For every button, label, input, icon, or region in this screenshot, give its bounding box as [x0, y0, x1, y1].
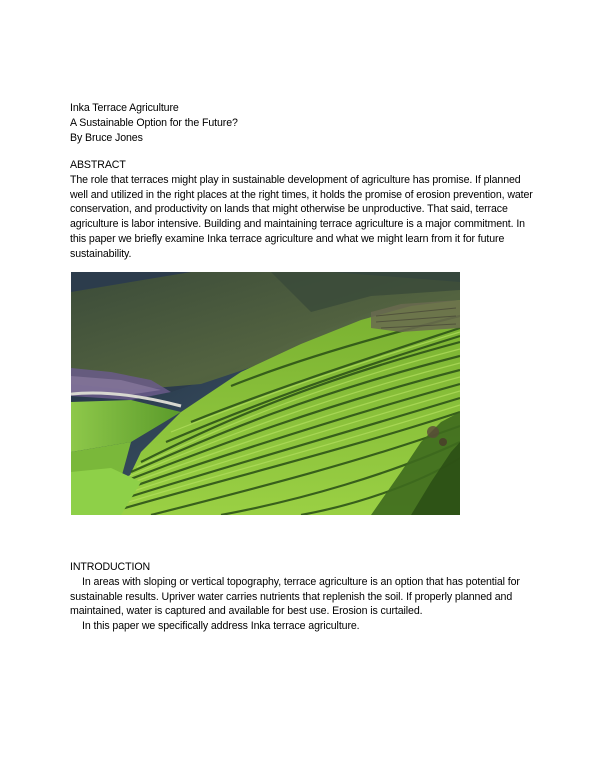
- document-byline: By Bruce Jones: [70, 131, 143, 144]
- introduction-paragraph-2: In this paper we specifically address Inka terrace agriculture.: [82, 620, 360, 633]
- terrace-photo-drawing: [71, 272, 460, 515]
- document-header: [70, 101, 540, 145]
- introduction-paragraph-1: In areas with sloping or vertical topography, terrace agriculture is an option that has potential for sustainable results. Upriver water carries nutrients that replenish the soil. If properly planned and maintained, water is captured and available for best use. Erosion is curtailed.: [70, 575, 520, 618]
- introduction-section: [70, 560, 540, 634]
- abstract-body: The role that terraces might play in sustainable development of agriculture has promise. If planned well and utilized in the right places at the right times, it holds the promise of erosion prevention, water conservation, and productivity on lands that might otherwise be unproductive. That said, terrace agriculture is labor intensive. Building and maintaining terrace agriculture is a major commitment. In this paper we briefly examine Inka terrace agriculture and what we might learn from it for future sustainability.: [70, 173, 533, 260]
- abstract-heading: ABSTRACT: [70, 159, 126, 171]
- terrace-photo: [71, 272, 460, 515]
- abstract-section: [70, 158, 540, 262]
- document-subtitle: A Sustainable Option for the Future?: [70, 116, 238, 129]
- introduction-heading: INTRODUCTION: [70, 561, 151, 573]
- document-title: Inka Terrace Agriculture: [70, 102, 179, 114]
